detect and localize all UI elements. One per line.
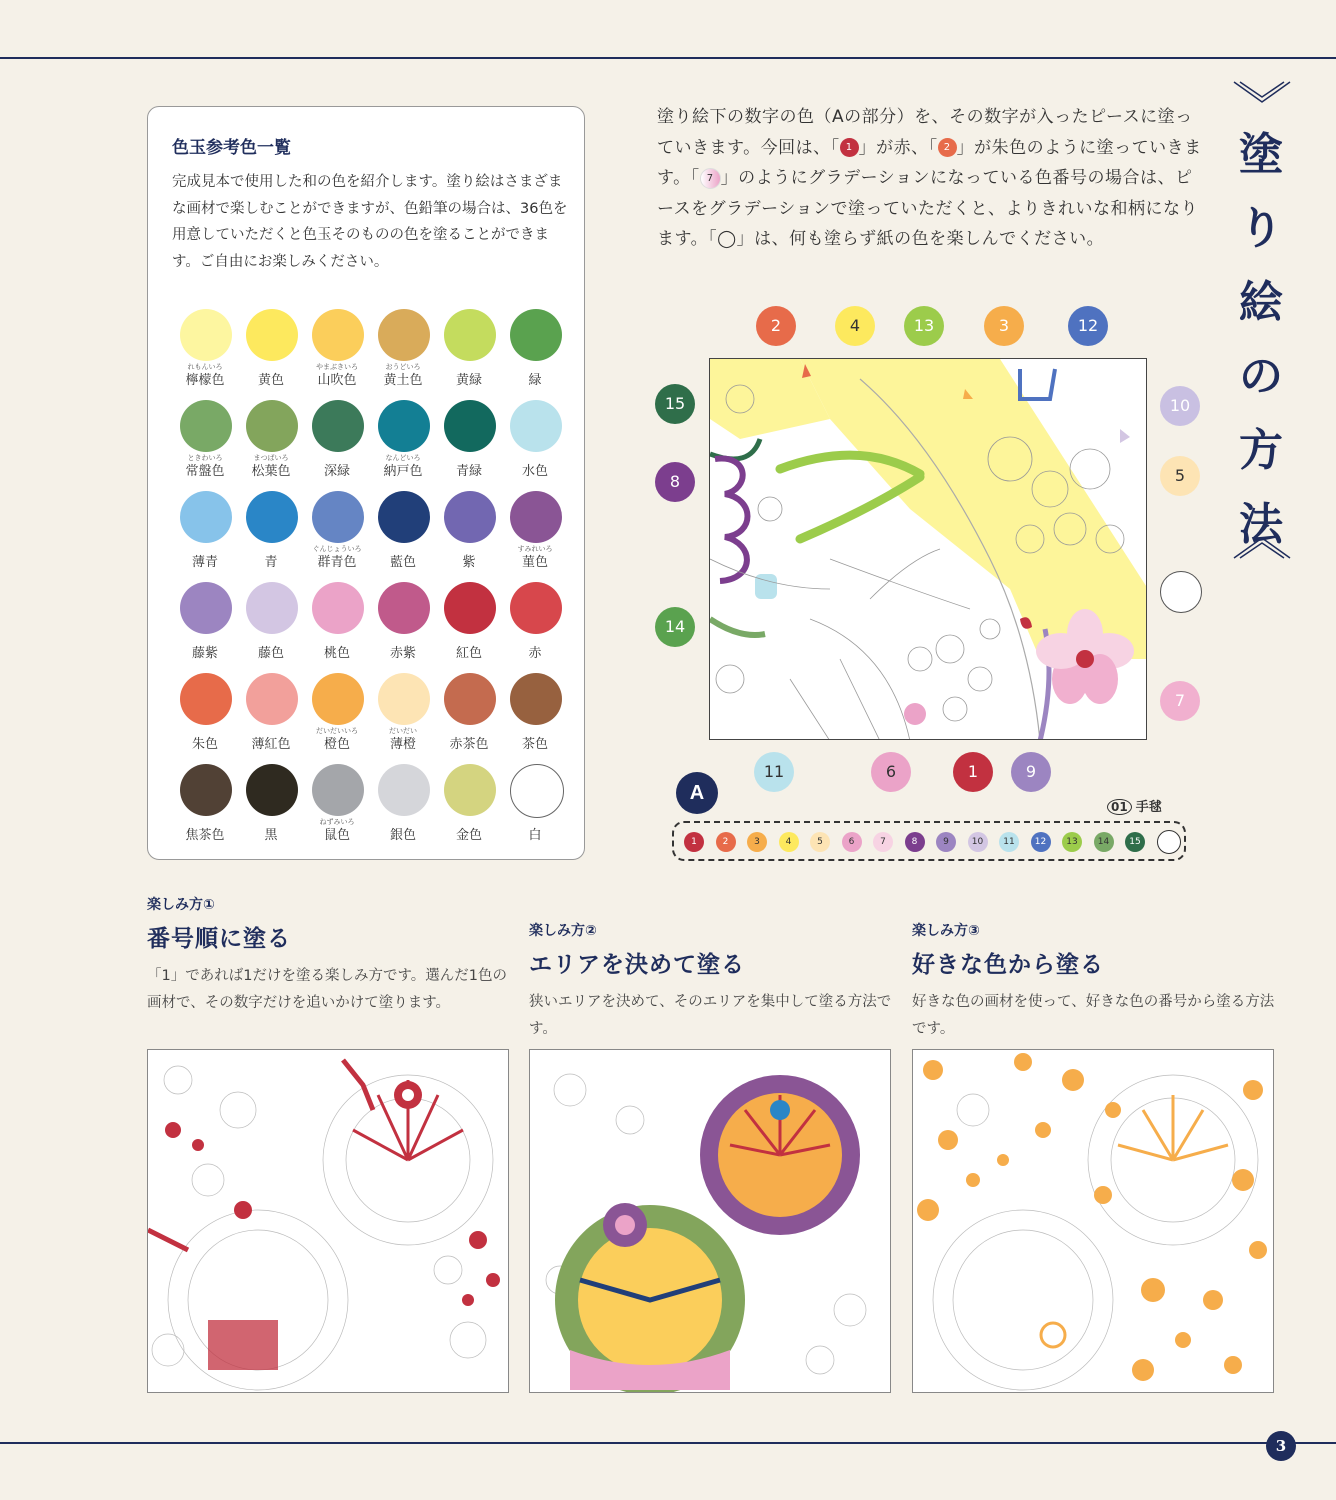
chip-2: 2 (938, 138, 957, 157)
color-swatch (370, 489, 436, 580)
swatch-name: 水色 (521, 464, 548, 479)
swatch-dot (180, 673, 232, 725)
strip-color-2: 2 (716, 832, 736, 852)
method-3-desc: 好きな色の画材を使って、好きな色の番号から塗る方法です。 (912, 994, 1275, 1037)
method-1-desc: 「1」であれば1だけを塗る楽しみ方です。選んだ1色の画材で、その数字だけを追いかけて塗ります。 (147, 968, 508, 1011)
swatch-dot (444, 309, 496, 361)
color-swatch (502, 307, 568, 398)
color-swatch (304, 762, 370, 853)
swatch-dot (312, 491, 364, 543)
color-swatch (370, 398, 436, 489)
strip-color-13: 13 (1062, 832, 1082, 852)
swatch-dot (378, 582, 430, 634)
color-swatch (238, 580, 304, 671)
swatch-name: 緑 (528, 373, 542, 388)
swatch-dot (444, 582, 496, 634)
callout-14: 14 (655, 607, 695, 647)
swatch-name: 深緑 (323, 464, 350, 479)
coloring-pattern (710, 359, 1147, 740)
swatch-grid (172, 307, 568, 853)
swatch-dot (246, 400, 298, 452)
swatch-dot (444, 673, 496, 725)
callout-2: 2 (756, 306, 796, 346)
instructions-part3: 」が朱色のように塗っていきます。「 (657, 137, 1202, 188)
swatch-name: 藤色 (257, 646, 284, 661)
swatch-name: 薄紅色 (251, 737, 291, 752)
swatch-name: 銀色 (389, 828, 416, 843)
color-swatch (172, 580, 238, 671)
swatch-ruby: なんどいろ (385, 454, 421, 462)
swatch-name: 茶色 (521, 737, 548, 752)
swatch-dot (510, 673, 562, 725)
instructions-part4: 」のようにグラデーションになっている色番号の場合は、ピースをグラデーションで塗っていただくと、よりきれいな和柄になります。「◯」は、何も塗らず紙の色を楽しんでください。 (657, 168, 1198, 249)
strip-color-10: 10 (968, 832, 988, 852)
strip-color-8: 8 (905, 832, 925, 852)
color-swatch (238, 307, 304, 398)
callout-10: 10 (1160, 386, 1200, 426)
swatch-dot (312, 400, 364, 452)
callout-12: 12 (1068, 306, 1108, 346)
strip-color-4: 4 (779, 832, 799, 852)
swatch-ruby: ときわいろ (187, 454, 223, 462)
color-swatch (370, 671, 436, 762)
title-char: 絵 (1239, 277, 1283, 328)
swatch-name: 紫 (462, 555, 476, 570)
coloring-example-illustration (709, 358, 1147, 740)
swatch-dot (444, 764, 496, 816)
color-swatch (436, 580, 502, 671)
pattern-name: 手毬 (1135, 800, 1162, 815)
method-1-example-image (147, 1049, 509, 1393)
swatch-ruby: れもんいろ (187, 363, 223, 371)
swatch-name: 白 (528, 828, 542, 843)
swatch-name: 黒 (264, 828, 278, 843)
color-swatch (172, 671, 238, 762)
swatch-dot (180, 309, 232, 361)
swatch-dot (510, 400, 562, 452)
strip-color-12: 12 (1031, 832, 1051, 852)
method-2-example-image (529, 1049, 891, 1393)
color-swatch (436, 762, 502, 853)
swatch-name: 朱色 (191, 737, 218, 752)
swatch-dot (510, 309, 562, 361)
strip-color-blank (1157, 830, 1181, 854)
color-swatch (370, 762, 436, 853)
swatch-dot (444, 491, 496, 543)
swatch-name: 薄橙 (389, 737, 416, 752)
color-swatch (502, 762, 568, 853)
page-number: 3 (1266, 1431, 1296, 1461)
color-swatch (304, 489, 370, 580)
swatch-name: 黄緑 (455, 373, 482, 388)
swatch-ruby: おうどいろ (385, 363, 421, 371)
swatch-dot (180, 764, 232, 816)
swatch-dot (246, 764, 298, 816)
color-swatch (502, 489, 568, 580)
color-reference-panel (147, 106, 585, 860)
title-char: の (1239, 351, 1283, 402)
strip-color-5: 5 (810, 832, 830, 852)
swatch-dot (180, 400, 232, 452)
color-swatch (304, 398, 370, 489)
instructions-part1: 塗り絵下の数字の色（Aの部分）を、その数字が入ったピースに塗っていきます。今回は、「 (657, 107, 1193, 158)
bottom-rule (0, 1442, 1336, 1444)
swatch-ruby: まつばいろ (253, 454, 289, 462)
color-swatch (502, 580, 568, 671)
swatch-dot (378, 400, 430, 452)
swatch-dot (246, 491, 298, 543)
pattern-label (1107, 796, 1162, 815)
title-char: 法 (1239, 499, 1283, 550)
palette-title: 色玉参考色一覧 (172, 138, 291, 158)
swatch-name: 桃色 (323, 646, 350, 661)
swatch-dot (510, 582, 562, 634)
callout-15: 15 (655, 384, 695, 424)
callout-7: 7 (1160, 681, 1200, 721)
color-swatch (238, 398, 304, 489)
color-swatch (238, 762, 304, 853)
callout-13: 13 (904, 306, 944, 346)
color-number-strip (672, 821, 1186, 861)
swatch-name: 檸檬色 (185, 373, 225, 388)
title-char: 塗 (1239, 129, 1283, 180)
swatch-dot (246, 673, 298, 725)
swatch-ruby: ねずみいろ (319, 818, 355, 826)
swatch-ruby: やまぶきいろ (316, 363, 358, 371)
method-3-sub: 楽しみ方③ (912, 923, 980, 939)
swatch-ruby: だいだい (389, 727, 417, 735)
strip-color-1: 1 (684, 832, 704, 852)
instructions-text (657, 102, 1207, 255)
swatch-dot (378, 764, 430, 816)
callout-blank (1160, 571, 1202, 613)
callout-5: 5 (1160, 456, 1200, 496)
strip-color-9: 9 (936, 832, 956, 852)
callout-9: 9 (1011, 752, 1051, 792)
swatch-name: 常盤色 (185, 464, 225, 479)
color-swatch (436, 307, 502, 398)
callout-11: 11 (754, 752, 794, 792)
color-swatch (238, 671, 304, 762)
method-3-example-image (912, 1049, 1274, 1393)
swatch-dot (378, 491, 430, 543)
color-swatch (436, 398, 502, 489)
swatch-name: 藤紫 (191, 646, 218, 661)
callout-3: 3 (984, 306, 1024, 346)
method-3 (912, 920, 1277, 1043)
swatch-name: 藍色 (389, 555, 416, 570)
swatch-name: 鼠色 (323, 828, 350, 843)
color-swatch (502, 671, 568, 762)
strip-color-3: 3 (747, 832, 767, 852)
color-swatch (436, 489, 502, 580)
swatch-name: 青 (264, 555, 278, 570)
section-a-badge: A (676, 772, 718, 814)
strip-color-14: 14 (1094, 832, 1114, 852)
swatch-dot (312, 673, 364, 725)
swatch-name: 松葉色 (251, 464, 291, 479)
chevron-top-icon (1232, 80, 1292, 106)
swatch-dot (378, 309, 430, 361)
swatch-name: 赤茶色 (449, 737, 489, 752)
swatch-dot (180, 582, 232, 634)
swatch-name: 群青色 (317, 555, 357, 570)
vertical-title (1216, 80, 1306, 580)
swatch-dot (510, 491, 562, 543)
swatch-dot (312, 309, 364, 361)
method-1-title: 番号順に塗る (147, 925, 291, 952)
swatch-name: 焦茶色 (185, 828, 225, 843)
vertical-title-chars (1216, 118, 1306, 562)
swatch-name: 山吹色 (317, 373, 357, 388)
swatch-ruby: すみれいろ (517, 545, 553, 553)
swatch-dot (246, 582, 298, 634)
instructions-part2: 」が赤、「 (858, 137, 938, 158)
color-swatch (436, 671, 502, 762)
swatch-name: 黄土色 (383, 373, 423, 388)
swatch-dot (312, 582, 364, 634)
pattern-number: 01 (1107, 799, 1132, 815)
color-swatch (370, 307, 436, 398)
title-char: 方 (1239, 425, 1283, 476)
color-swatch (172, 489, 238, 580)
strip-color-6: 6 (842, 832, 862, 852)
swatch-name: 薄青 (191, 555, 218, 570)
strip-color-15: 15 (1125, 832, 1145, 852)
color-swatch (502, 398, 568, 489)
chevron-bottom-icon (1232, 534, 1292, 560)
chip-1: 1 (840, 138, 859, 157)
color-swatch (172, 398, 238, 489)
swatch-dot (246, 309, 298, 361)
method-3-title: 好きな色から塗る (912, 951, 1104, 978)
method-2-desc: 狭いエリアを決めて、そのエリアを集中して塗る方法です。 (529, 994, 892, 1037)
strip-color-11: 11 (999, 832, 1019, 852)
swatch-name: 菫色 (521, 555, 548, 570)
swatch-name: 赤 (528, 646, 542, 661)
method-2-title: エリアを決めて塗る (529, 951, 745, 978)
swatch-name: 青緑 (455, 464, 482, 479)
swatch-dot (312, 764, 364, 816)
strip-color-7: 7 (873, 832, 893, 852)
swatch-name: 金色 (455, 828, 482, 843)
swatch-dot (510, 764, 564, 818)
callout-1: 1 (953, 752, 993, 792)
top-rule (0, 57, 1336, 59)
title-char: り (1239, 203, 1283, 254)
swatch-ruby: だいだいいろ (316, 727, 358, 735)
color-swatch (238, 489, 304, 580)
color-swatch (304, 671, 370, 762)
callout-4: 4 (835, 306, 875, 346)
swatch-dot (378, 673, 430, 725)
color-swatch (172, 307, 238, 398)
swatch-ruby: ぐんじょういろ (312, 545, 362, 553)
callout-8: 8 (655, 462, 695, 502)
swatch-name: 黄色 (257, 373, 284, 388)
swatch-dot (180, 491, 232, 543)
color-swatch (370, 580, 436, 671)
swatch-name: 紅色 (455, 646, 482, 661)
chip-7: 7 (700, 168, 721, 189)
callout-6: 6 (871, 752, 911, 792)
method-2-sub: 楽しみ方② (529, 923, 597, 939)
swatch-name: 橙色 (323, 737, 350, 752)
color-swatch (172, 762, 238, 853)
method-1 (147, 894, 512, 1017)
color-swatch (304, 580, 370, 671)
swatch-name: 納戸色 (383, 464, 423, 479)
swatch-name: 赤紫 (389, 646, 416, 661)
method-1-sub: 楽しみ方① (147, 897, 215, 913)
method-2 (529, 920, 894, 1043)
color-swatch (304, 307, 370, 398)
palette-intro: 完成見本で使用した和の色を紹介します。塗り絵はさまざまな画材で楽しむことができますが、色鉛筆の場合は、36色を用意していただくと色玉そのものの色を塗ることができます。ご自由にお楽しみください。 (172, 174, 568, 270)
swatch-dot (444, 400, 496, 452)
